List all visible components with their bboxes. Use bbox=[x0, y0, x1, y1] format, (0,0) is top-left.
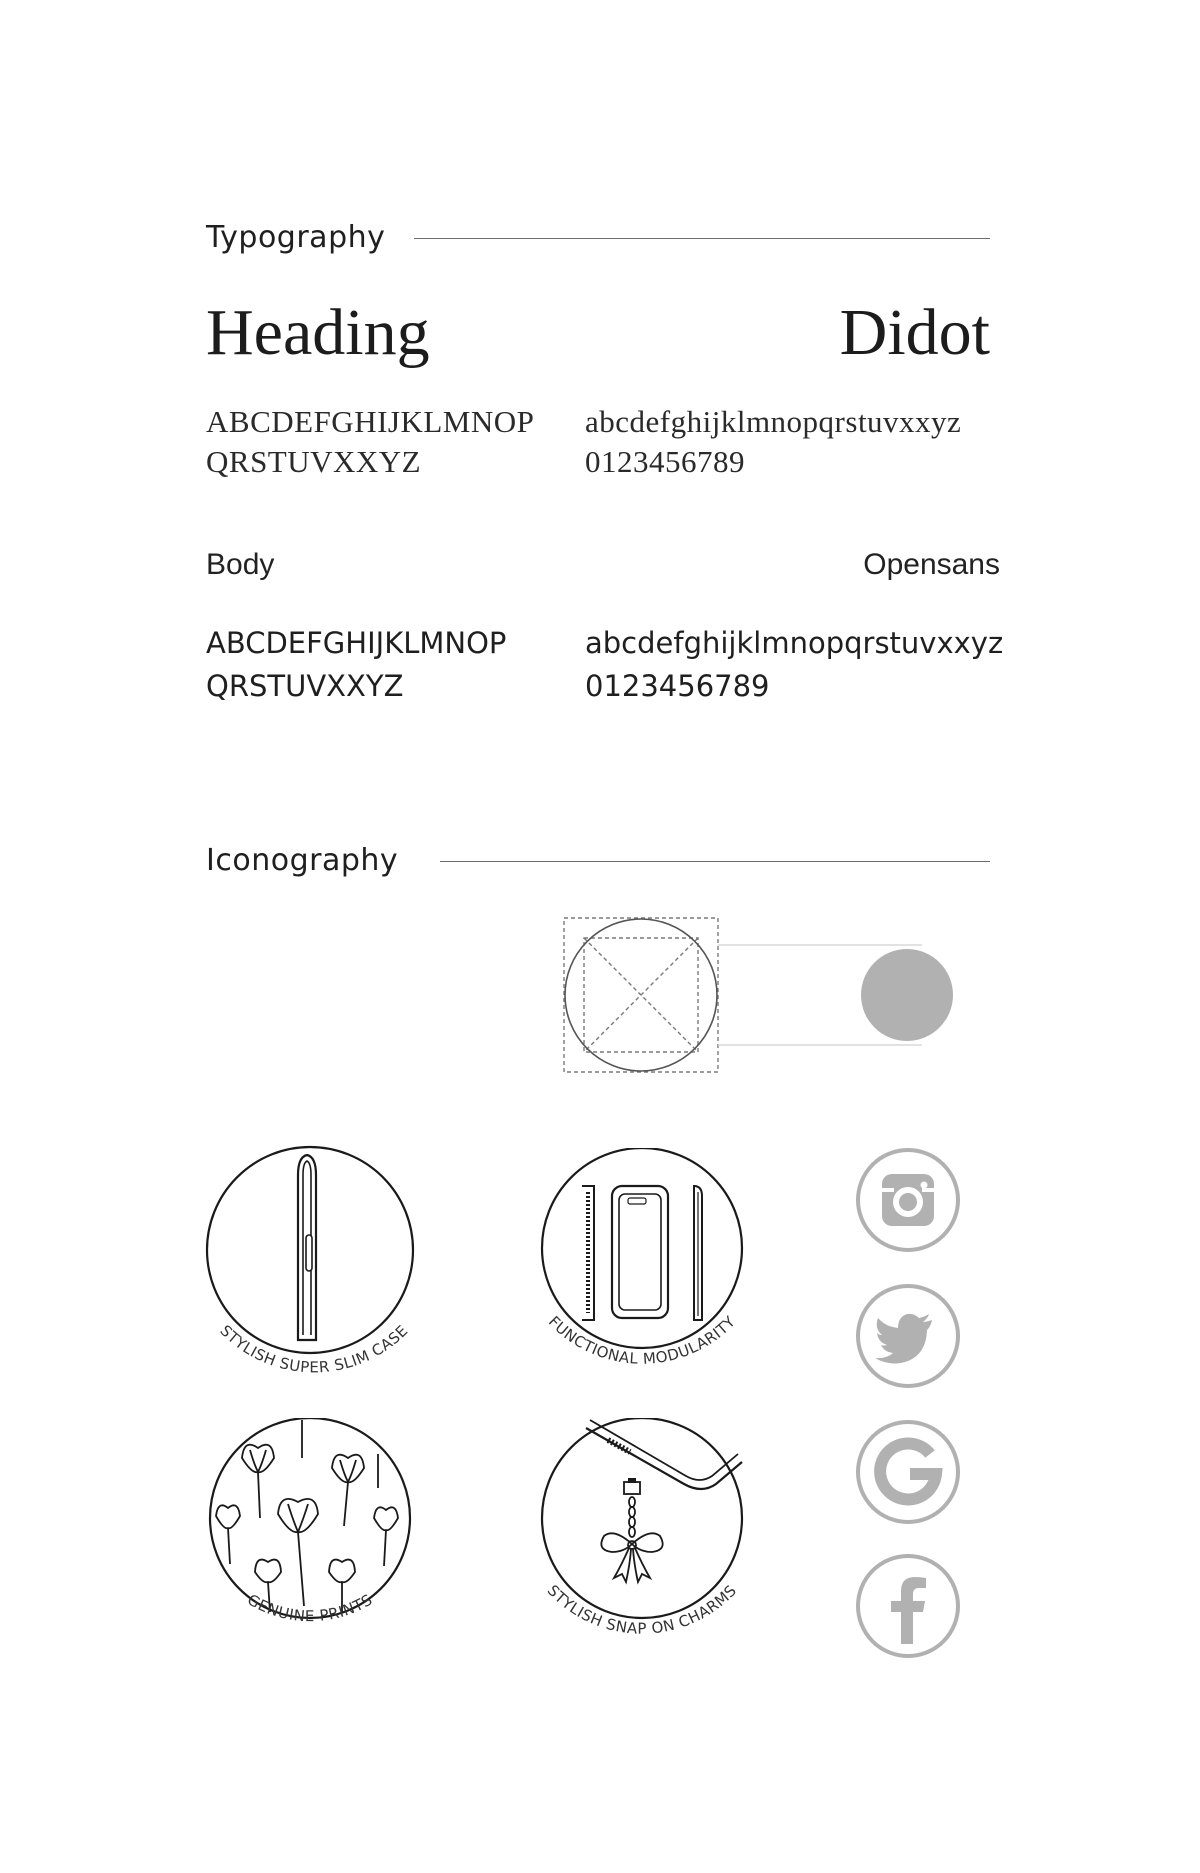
instagram-icon bbox=[860, 1152, 956, 1248]
genuine-prints-label: GENUINE PRINTS bbox=[244, 1590, 376, 1626]
slim-phone-case-icon bbox=[200, 1145, 430, 1395]
body-uppercase-sample bbox=[206, 622, 506, 708]
heading-uppercase-sample bbox=[206, 402, 534, 482]
heading-lowercase-sample bbox=[585, 402, 961, 482]
heading-uppercase-line-1: ABCDEFGHIJKLMNOP bbox=[206, 404, 535, 439]
google-button[interactable] bbox=[856, 1420, 960, 1524]
body-label: Body bbox=[206, 548, 275, 581]
icon-construction-grid bbox=[560, 915, 960, 1075]
body-uppercase-line-2: QRSTUVXXYZ bbox=[206, 669, 404, 703]
facebook-icon bbox=[860, 1558, 956, 1654]
heading-lowercase-line-1: abcdefghijklmnopqrstuvxxyz bbox=[585, 404, 962, 439]
body-uppercase-line-1: ABCDEFGHIJKLMNOP bbox=[206, 626, 507, 660]
typography-divider bbox=[414, 238, 990, 239]
body-lowercase-line-1: abcdefghijklmnopqrstuvxxyz bbox=[585, 626, 1004, 660]
modularity-label: FUNCTIONAL MODULARITY bbox=[544, 1312, 740, 1368]
google-icon bbox=[860, 1424, 956, 1520]
slim-case-label: STYLISH SUPER SLIM CASE bbox=[216, 1321, 412, 1377]
body-digits-line: 0123456789 bbox=[585, 669, 770, 703]
modular-phone-case-icon bbox=[534, 1148, 756, 1398]
phone-charm-icon bbox=[534, 1418, 756, 1668]
twitter-icon bbox=[860, 1288, 956, 1384]
heading-uppercase-line-2: QRSTUVXXYZ bbox=[206, 444, 422, 479]
instagram-button[interactable] bbox=[856, 1148, 960, 1252]
iconography-title: Iconography bbox=[206, 843, 399, 878]
twitter-button[interactable] bbox=[856, 1284, 960, 1388]
snap-charms-label: STYLISH SNAP ON CHARMS bbox=[543, 1581, 741, 1638]
iconography-divider bbox=[440, 861, 990, 862]
heading-label: Heading bbox=[206, 296, 430, 369]
body-lowercase-sample bbox=[585, 622, 1003, 708]
body-font-name: Opensans bbox=[863, 548, 1000, 581]
heading-digits-line: 0123456789 bbox=[585, 444, 745, 479]
floral-print-icon bbox=[200, 1418, 430, 1668]
heading-font-name: Didot bbox=[839, 296, 990, 369]
facebook-button[interactable] bbox=[856, 1554, 960, 1658]
typography-title: Typography bbox=[206, 220, 386, 255]
svg-text:GENUINE PRINTS bbox=[244, 1590, 375, 1625]
